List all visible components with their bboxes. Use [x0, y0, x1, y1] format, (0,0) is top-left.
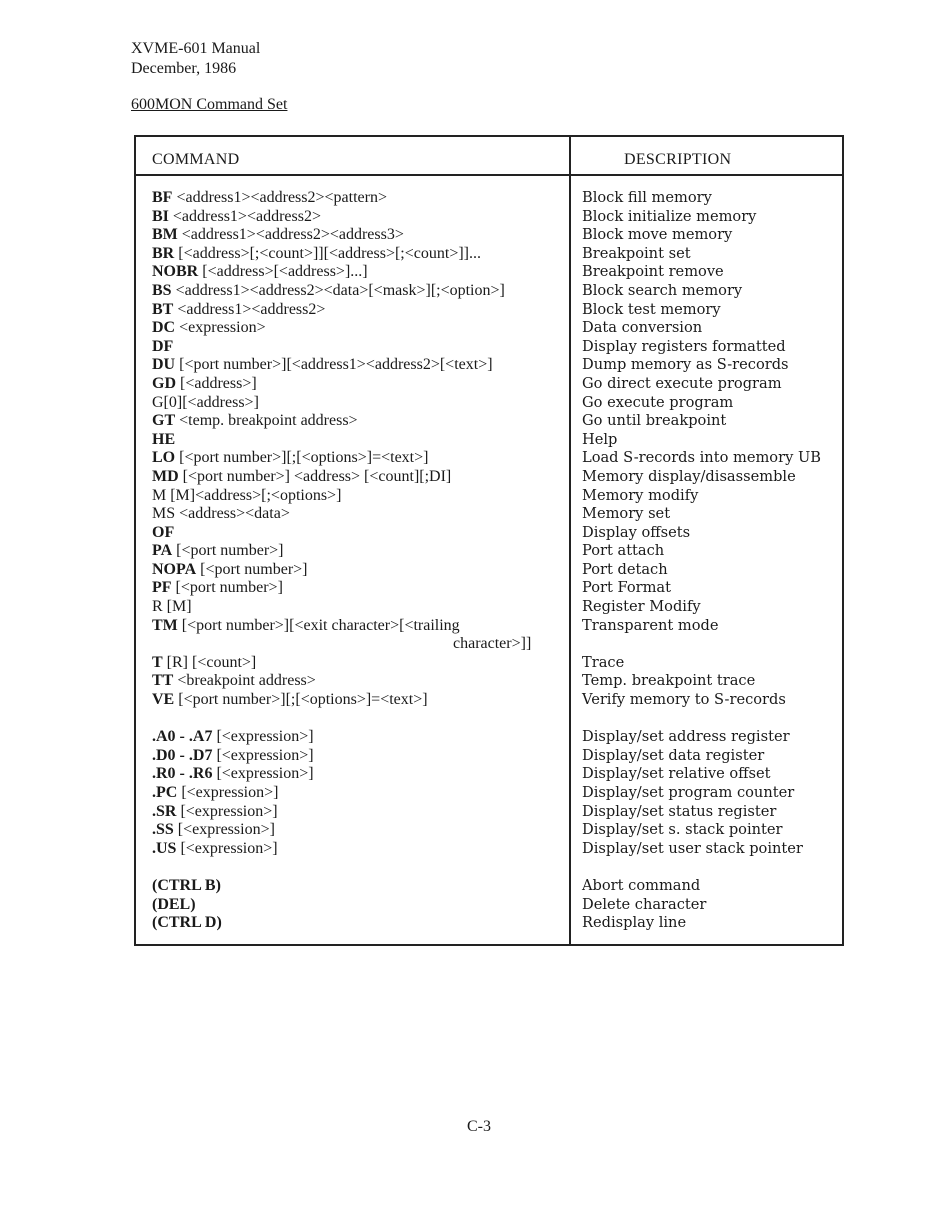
- command-row: [152, 208, 567, 227]
- command-description: Load S-records into memory UB: [582, 449, 821, 467]
- command-row: [152, 617, 567, 636]
- command-description: Delete character: [582, 895, 707, 913]
- command-keyword: BR: [152, 244, 175, 262]
- command-row: [152, 728, 567, 747]
- command-row: [152, 691, 567, 710]
- command-keyword: .PC: [152, 784, 178, 801]
- command-keyword: BM: [152, 226, 178, 244]
- command-row: [152, 821, 567, 840]
- command-description: Block fill memory: [582, 189, 712, 206]
- section-title: 600MON Command Set: [131, 96, 288, 113]
- command-row: [152, 449, 567, 468]
- command-keyword: DU: [152, 356, 176, 374]
- command-arguments: <address1><address2><data>[<mask>][;<option>]: [171, 281, 505, 299]
- command-description: Display offsets: [582, 523, 691, 541]
- command-arguments: <address1><address2><address3>: [177, 226, 404, 244]
- command-row: [152, 301, 567, 320]
- command-description: Block test memory: [582, 300, 721, 318]
- command-row: [152, 468, 567, 487]
- command-row: [152, 784, 567, 803]
- command-description: Dump memory as S-records: [582, 356, 789, 374]
- column-divider: [569, 137, 571, 944]
- command-arguments: <address1><address2><pattern>: [172, 189, 387, 206]
- command-description: Port detach: [582, 560, 668, 578]
- command-description: Abort command: [582, 876, 701, 894]
- command-keyword: GD: [152, 374, 176, 392]
- command-arguments: [<address>]: [176, 374, 257, 392]
- manual-title: XVME-601 Manual: [131, 40, 261, 57]
- command-arguments: [<port number>] <address> [<count][;DI]: [178, 467, 452, 485]
- command-arguments: [<expression>]: [176, 839, 278, 857]
- command-keyword: .SR: [152, 802, 177, 820]
- command-arguments: MS <address><data>: [152, 505, 290, 523]
- manual-date: December, 1986: [131, 60, 237, 77]
- command-row: [152, 505, 567, 524]
- command-description: Port attach: [582, 542, 665, 560]
- command-keyword: NOPA: [152, 560, 197, 578]
- command-row: [152, 765, 567, 784]
- command-arguments: [<expression>]: [177, 784, 279, 801]
- command-keyword: VE: [152, 691, 175, 709]
- command-row: [152, 561, 567, 580]
- command-description: Port Format: [582, 579, 671, 597]
- command-keyword: BI: [152, 207, 169, 225]
- command-keyword: PA: [152, 542, 173, 560]
- command-arguments: <expression>: [175, 319, 266, 337]
- command-keyword: TT: [152, 672, 174, 690]
- command-description: Display/set user stack pointer: [582, 839, 803, 857]
- command-description: Data conversion: [582, 319, 703, 337]
- command-row: [152, 356, 567, 375]
- command-arguments: M [M]<address>[;<options>]: [152, 486, 342, 504]
- command-row: [152, 914, 567, 933]
- command-row: [152, 226, 567, 245]
- command-description: Display/set program counter: [582, 784, 795, 801]
- command-arguments: [<expression>]: [212, 728, 314, 746]
- command-keyword: BS: [152, 281, 172, 299]
- command-row: [152, 412, 567, 431]
- column-header-command: COMMAND: [152, 151, 240, 168]
- command-description: Memory set: [582, 505, 671, 523]
- command-description: Block move memory: [582, 226, 733, 244]
- command-description: Display/set s. stack pointer: [582, 821, 783, 839]
- row-spacer: [152, 858, 567, 877]
- command-description: Block initialize memory: [582, 207, 757, 225]
- page-number: C-3: [467, 1118, 491, 1135]
- command-row: [152, 598, 567, 617]
- command-arguments: [<expression>]: [212, 746, 314, 764]
- command-description: Breakpoint set: [582, 244, 691, 262]
- command-description: Breakpoint remove: [582, 263, 724, 281]
- command-keyword: .A0 - .A7: [152, 728, 213, 746]
- command-row: [152, 431, 567, 450]
- command-row: [152, 877, 567, 896]
- command-keyword: HE: [152, 430, 176, 448]
- command-keyword: .R0 - .R6: [152, 765, 213, 783]
- command-keyword: BT: [152, 300, 174, 318]
- command-description: Display registers formatted: [582, 337, 786, 355]
- description-column: [582, 189, 844, 933]
- command-table: [134, 135, 844, 946]
- command-arguments: [<address>[<address>]...]: [198, 263, 368, 281]
- command-arguments: [R] [<count>]: [162, 653, 257, 671]
- command-keyword: OF: [152, 523, 175, 541]
- row-spacer: [582, 635, 844, 654]
- command-row: [152, 654, 567, 673]
- command-description: Block search memory: [582, 281, 743, 299]
- command-keyword: DC: [152, 319, 176, 337]
- command-row: [152, 263, 567, 282]
- header-divider: [136, 174, 842, 176]
- command-arguments: [<expression>]: [176, 802, 278, 820]
- command-row: [152, 282, 567, 301]
- command-description: Register Modify: [582, 598, 701, 616]
- command-description: Display/set data register: [582, 746, 765, 764]
- command-row: [152, 189, 567, 208]
- command-description: Trace: [582, 653, 625, 671]
- command-description: Go until breakpoint: [582, 412, 727, 430]
- command-keyword: (CTRL D): [152, 914, 222, 932]
- command-description: Redisplay line: [582, 914, 687, 932]
- command-description: Temp. breakpoint trace: [582, 672, 756, 690]
- command-arguments: [<port number>]: [172, 542, 284, 560]
- command-description: Display/set status register: [582, 802, 777, 820]
- command-row: [152, 487, 567, 506]
- command-row: [152, 896, 567, 915]
- command-description: Help: [582, 430, 618, 448]
- command-arguments: [<port number>][;[<options>]=<text>]: [175, 449, 429, 467]
- command-description: Memory display/disassemble: [582, 467, 796, 485]
- row-spacer: [582, 858, 844, 877]
- command-column: [152, 189, 567, 933]
- command-keyword: TM: [152, 616, 178, 634]
- command-keyword: MD: [152, 467, 179, 485]
- command-row: [152, 672, 567, 691]
- command-arguments: <address1><address2>: [173, 300, 326, 318]
- command-row: [152, 747, 567, 766]
- command-arguments: [<port number>]: [196, 560, 308, 578]
- column-header-description: DESCRIPTION: [624, 151, 732, 168]
- command-continuation: character>]]: [453, 635, 532, 653]
- command-description: Display/set address register: [582, 728, 790, 746]
- command-arguments: [<port number>][<exit character>[<trailing: [177, 616, 460, 634]
- command-row: [152, 319, 567, 338]
- command-arguments: [<expression>]: [173, 821, 275, 839]
- command-keyword: T: [152, 653, 163, 671]
- command-arguments: [<port number>][;[<options>]=<text>]: [174, 691, 428, 709]
- command-keyword: BF: [152, 189, 173, 206]
- command-row: [152, 840, 567, 859]
- row-spacer: [582, 710, 844, 729]
- command-arguments: <address1><address2>: [168, 207, 321, 225]
- command-keyword: .SS: [152, 821, 174, 839]
- command-description: Go direct execute program: [582, 374, 782, 392]
- command-row: [152, 394, 567, 413]
- command-arguments: [<port number>]: [171, 579, 283, 597]
- command-arguments: [<port number>][<address1><address2>[<text>]: [175, 356, 493, 374]
- command-keyword: .US: [152, 839, 177, 857]
- command-arguments: R [M]: [152, 598, 192, 616]
- row-spacer: [152, 710, 567, 729]
- command-keyword: NOBR: [152, 263, 199, 281]
- command-description: Display/set relative offset: [582, 765, 771, 783]
- command-keyword: PF: [152, 579, 172, 597]
- command-arguments: <breakpoint address>: [173, 672, 316, 690]
- command-keyword: (DEL): [152, 895, 196, 913]
- command-description: Verify memory to S-records: [582, 691, 786, 709]
- command-keyword: LO: [152, 449, 176, 467]
- command-row: [152, 245, 567, 264]
- command-row: [152, 542, 567, 561]
- command-keyword: .D0 - .D7: [152, 746, 213, 764]
- command-arguments: <temp. breakpoint address>: [175, 412, 358, 430]
- command-keyword: DF: [152, 337, 174, 355]
- command-description: Memory modify: [582, 486, 699, 504]
- command-row: [152, 579, 567, 598]
- command-row: [152, 375, 567, 394]
- command-keyword: GT: [152, 412, 176, 430]
- command-description: Go execute program: [582, 393, 734, 411]
- command-keyword: (CTRL B): [152, 876, 221, 894]
- command-row: [152, 524, 567, 543]
- command-row: [152, 338, 567, 357]
- command-arguments: G[0][<address>]: [152, 393, 259, 411]
- command-description: Transparent mode: [582, 616, 719, 634]
- command-arguments: [<expression>]: [212, 765, 314, 783]
- command-arguments: [<address>[;<count>]][<address>[;<count>]]...: [174, 244, 481, 262]
- command-row: [152, 803, 567, 822]
